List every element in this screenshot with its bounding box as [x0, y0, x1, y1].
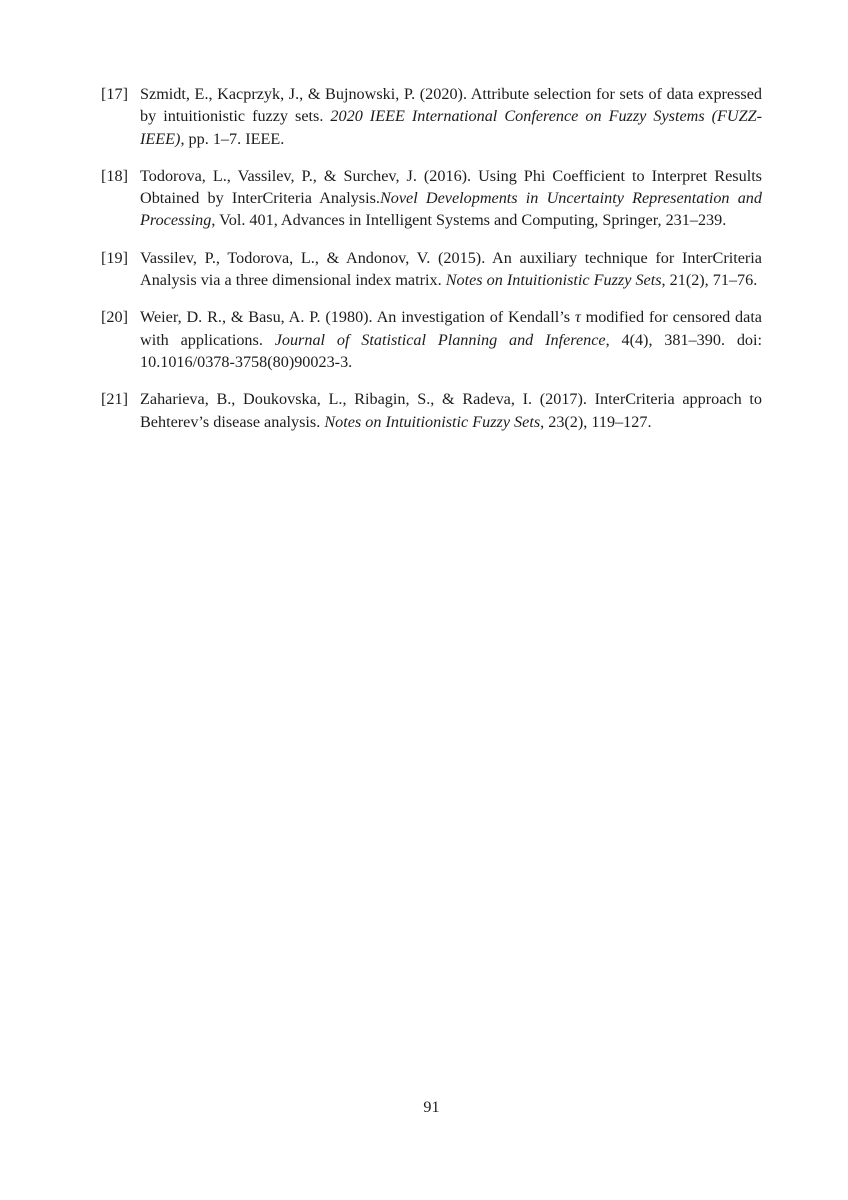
reference-text: Vassilev, P., Todorova, L., & Andonov, V. (2015). An auxiliary technique for InterCriteria Analysis via a three dimensional index matrix. Notes on Intuitionistic Fuzzy Sets, 21(2), 71–76. — [140, 248, 762, 290]
reference-item — [101, 388, 762, 433]
reference-item — [101, 165, 762, 232]
reference-label: [18] — [101, 166, 128, 185]
reference-label: [19] — [101, 248, 128, 267]
reference-text: Zaharieva, B., Doukovska, L., Ribagin, S., & Radeva, I. (2017). InterCriteria approach to Behterev’s disease analysis. Notes on Intuitionistic Fuzzy Sets, 23(2), 119–127. — [140, 390, 762, 431]
reference-label: [21] — [101, 390, 128, 409]
reference-item — [101, 306, 762, 373]
reference-item — [101, 247, 762, 292]
reference-text: Todorova, L., Vassilev, P., & Surchev, J. (2016). Using Phi Coefficient to Interpret Results Obtained by InterCriteria Analysis.Novel Developments in Uncertainty Representation and Processing, Vol. 401, Advances in Intelligent Systems and Computing, Springer, 231–239. — [140, 166, 762, 230]
reference-text: Weier, D. R., & Basu, A. P. (1980). An investigation of Kendall’s τ modified for censored data with applications. Journal of Statistical Planning and Inference, 4(4), 381–390. doi: 10.1016/0378-3758(80)90023-3. — [140, 308, 763, 371]
reference-label: [20] — [101, 308, 128, 327]
reference-text: Szmidt, E., Kacprzyk, J., & Bujnowski, P. (2020). Attribute selection for sets of data expressed by intuitionistic fuzzy sets. 2020 IEEE International Conference on Fuzzy Systems (FUZZ-IEEE), pp. 1–7. IEEE. — [140, 85, 763, 148]
reference-list — [101, 83, 762, 448]
reference-label: [17] — [101, 85, 128, 103]
page-number: 91 — [423, 1098, 440, 1116]
reference-item — [101, 83, 762, 150]
